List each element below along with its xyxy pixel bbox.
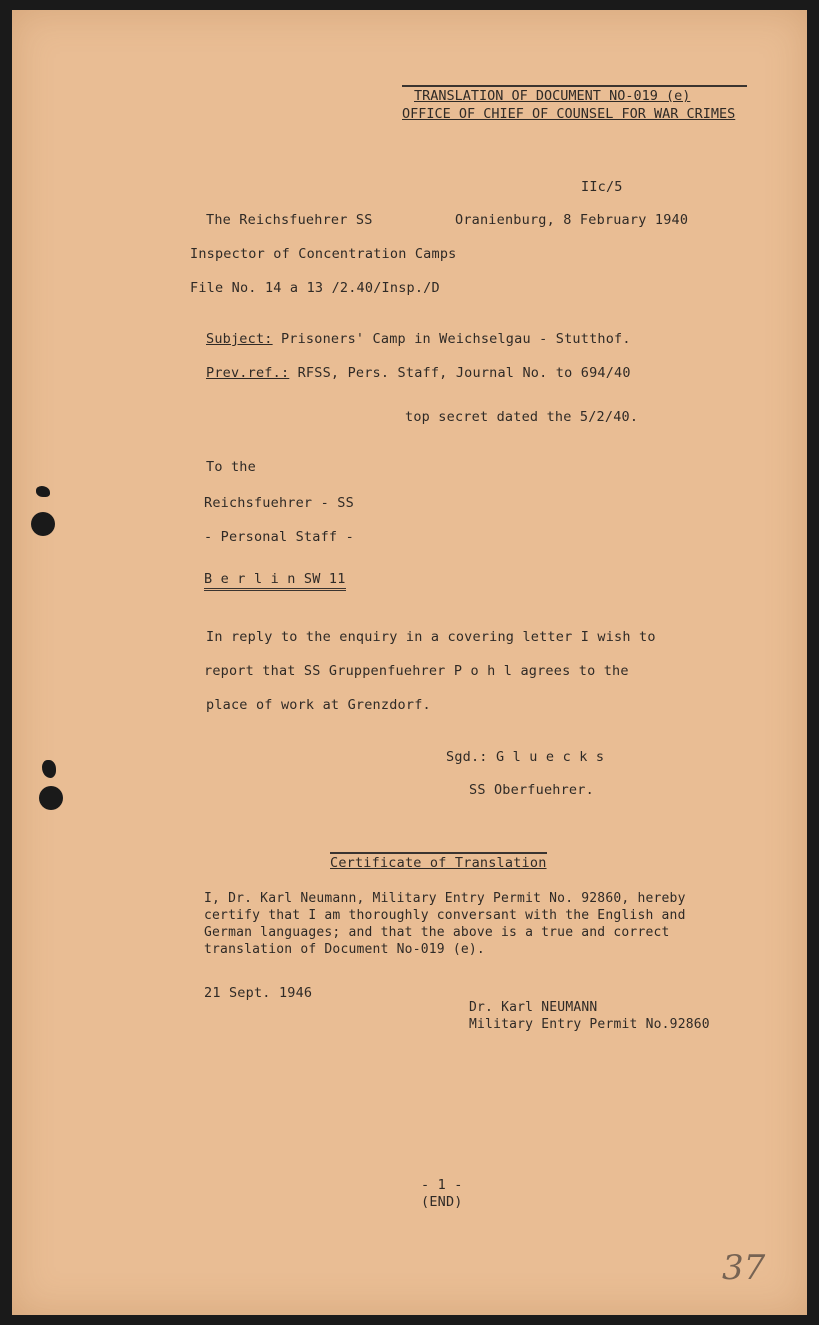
- recipient-city: B e r l i n SW 11: [204, 571, 346, 591]
- certificate-line-3: German languages; and that the above is a true and correct: [204, 925, 670, 940]
- body-line-3: place of work at Grenzdorf.: [206, 697, 431, 713]
- body-line-1: In reply to the enquiry in a covering letter I wish to: [206, 629, 656, 645]
- certificate-line-4: translation of Document No-019 (e).: [204, 942, 485, 957]
- signature-rank: SS Oberfuehrer.: [469, 782, 594, 798]
- recipient-name: Reichsfuehrer - SS: [204, 495, 354, 511]
- certificate-line-1: I, Dr. Karl Neumann, Military Entry Permit No. 92860, hereby: [204, 891, 686, 906]
- certificate-title: Certificate of Translation: [330, 852, 547, 871]
- subject-line: [206, 331, 631, 347]
- translator-name: Dr. Karl NEUMANN: [469, 1000, 598, 1015]
- handwritten-folio-number: 37: [722, 1248, 766, 1288]
- recipient-staff: - Personal Staff -: [204, 529, 354, 545]
- sender-office: Inspector of Concentration Camps: [190, 246, 457, 262]
- page-number: - 1 -: [421, 1177, 463, 1193]
- prev-ref-label: Prev.ref.:: [206, 365, 290, 381]
- reference-code: IIc/5: [581, 179, 623, 195]
- signature-name: Sgd.: G l u e c k s: [446, 749, 605, 765]
- document-header: [402, 85, 747, 123]
- certificate-date: 21 Sept. 1946: [204, 985, 313, 1001]
- recipient-to: To the: [206, 459, 256, 475]
- certificate-line-2: certify that I am thoroughly conversant with the English and: [204, 908, 686, 923]
- prev-ref-date: top secret dated the 5/2/40.: [405, 409, 639, 425]
- header-office: OFFICE OF CHIEF OF COUNSEL FOR WAR CRIMES: [402, 106, 736, 122]
- header-title: TRANSLATION OF DOCUMENT NO-019 (e): [414, 88, 691, 104]
- file-number: File No. 14 a 13 /2.40/Insp./D: [190, 280, 440, 296]
- prev-ref-line: [206, 365, 631, 381]
- place-date: Oranienburg, 8 February 1940: [455, 212, 689, 228]
- end-marker: (END): [421, 1194, 463, 1210]
- prev-ref-text: RFSS, Pers. Staff, Journal No. to 694/40: [297, 365, 631, 381]
- body-line-2: report that SS Gruppenfuehrer P o h l agrees to the: [204, 663, 629, 679]
- sender-title: The Reichsfuehrer SS: [206, 212, 373, 228]
- paper-tear-top: [36, 486, 50, 497]
- punch-hole-bottom: [39, 786, 63, 810]
- translator-permit: Military Entry Permit No.92860: [469, 1017, 710, 1032]
- paper-tear-bottom: [42, 760, 56, 778]
- subject-text: Prisoners' Camp in Weichselgau - Stutthof.: [280, 331, 631, 347]
- punch-hole-top: [31, 512, 55, 536]
- subject-label: Subject:: [206, 331, 273, 347]
